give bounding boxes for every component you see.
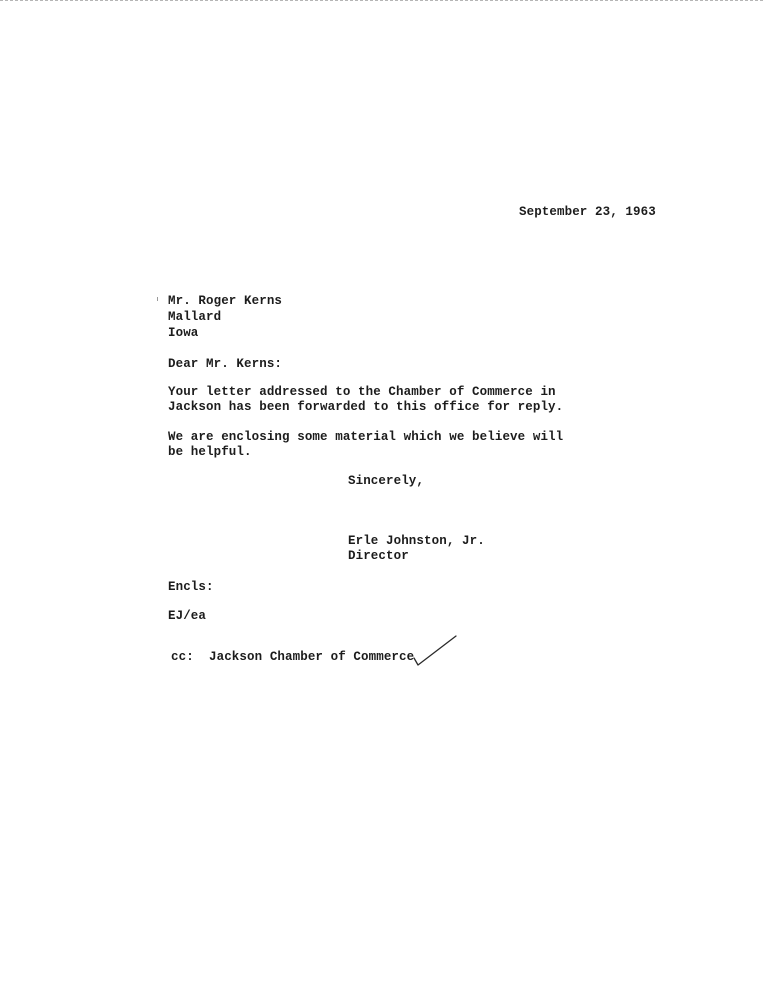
reference-initials: EJ/ea	[168, 609, 207, 623]
signer-name: Erle Johnston, Jr.	[348, 534, 485, 548]
top-dashed-rule	[0, 0, 763, 1]
signer-title: Director	[348, 549, 409, 563]
recipient-state: Iowa	[168, 326, 199, 340]
complimentary-closing: Sincerely,	[348, 474, 425, 488]
check-mark-icon	[412, 634, 458, 668]
enclosure-note: Encls:	[168, 580, 214, 594]
body-paragraph-1-line-1: Your letter addressed to the Chamber of Commerce in	[168, 385, 556, 399]
body-paragraph-1-line-2: Jackson has been forwarded to this office for reply.	[168, 400, 564, 414]
margin-tick-mark	[157, 297, 158, 301]
salutation: Dear Mr. Kerns:	[168, 357, 283, 371]
recipient-town: Mallard	[168, 310, 222, 324]
body-paragraph-2-line-2: be helpful.	[168, 445, 252, 459]
cc-line: cc: Jackson Chamber of Commerce	[171, 650, 415, 664]
recipient-name: Mr. Roger Kerns	[168, 294, 283, 308]
body-paragraph-2-line-1: We are enclosing some material which we believe will	[168, 430, 564, 444]
letter-date: September 23, 1963	[519, 205, 656, 219]
